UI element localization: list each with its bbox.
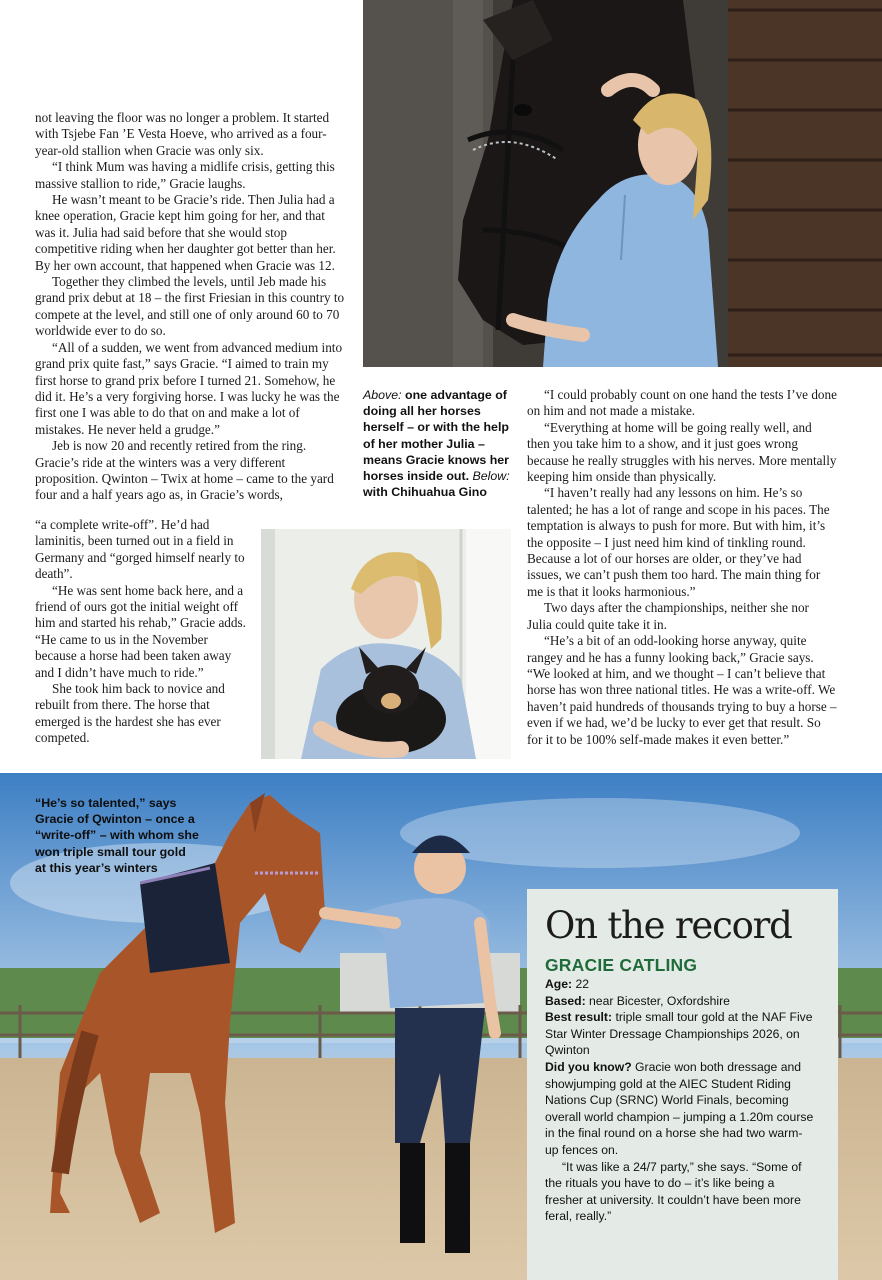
- record-based-label: Based:: [545, 993, 586, 1008]
- chihuahua-scene-illustration: [261, 529, 511, 759]
- paragraph: She took him back to novice and rebuilt from there. The horse that emerged is the hardest she has ever competed.: [35, 681, 225, 746]
- paragraph: “All of a sudden, we went from advanced medium into grand prix quite fast,” says Gracie. “I aimed to train my first horse to grand prix before I turned 21. Somehow, he did it. He’s a very forgiving horse. I was lucky he was the first one I was able to do that on and make a lot of mistakes. He never held a grudge.”: [35, 339, 343, 437]
- paragraph: “He was sent home back here, and a friend of ours got the initial weight off him and started his rehab,” Gracie adds. “He came to us in the November because a horse had been taken away and I didn’t have much to ride.”: [35, 582, 246, 680]
- record-did-you-know: [545, 1059, 815, 1159]
- record-age: [545, 976, 815, 993]
- record-body: [545, 976, 815, 1225]
- paragraph: “I think Mum was having a midlife crisis, getting this massive stallion to ride,” Gracie laughs.: [35, 159, 335, 191]
- stable-scene-illustration: [363, 0, 882, 367]
- record-age-label: Age:: [545, 977, 573, 991]
- record-quote: “It was like a 24/7 party,” she says. “Some of the rituals you have to do – it’s like being a fresher at university. It couldn’t have been more feral, really.”: [545, 1159, 802, 1224]
- paragraph: “He’s a bit of an odd-looking horse anyway, quite rangey and he has a funny looking back,” Gracie says. “We looked at him, and we thought – I can’t believe that horse has won three national titles. He was a write-off. We haven’t paid hundreds of thousands trying to buy a horse – even if we had, we’d be lucky to ever get that result. So for it to be 100% self-made makes it even better.”: [527, 633, 837, 747]
- on-the-record-box: [527, 889, 838, 1280]
- photo-gracie-black-horse-stable: [363, 0, 882, 367]
- paragraph: not leaving the floor was no longer a problem. It started with Tsjebe Fan ’E Vesta Hoeve, who arrived as a four-year-old stallion when Gracie was only six.: [35, 110, 330, 158]
- caption-label-above: Above:: [363, 388, 402, 402]
- article-right-column: [527, 387, 837, 748]
- record-based-value: near Bicester, Oxfordshire: [585, 993, 730, 1008]
- paragraph: Together they climbed the levels, until Jeb made his grand prix debut at 18 – the first Friesian in this country to compete at the level, and still one of only around 60 to 70 worldwide ever to do so.: [35, 274, 345, 339]
- record-age-value: 22: [572, 977, 590, 991]
- photo-caption-qwinton: “He’s so talented,” says Gracie of Qwinton – once a “write-off” – with whom she won triple small tour gold at this year’s winters: [35, 796, 199, 875]
- caption-text-below: with Chihuahua Gino: [363, 485, 487, 500]
- record-know-label: Did you know?: [545, 1059, 632, 1074]
- record-based: [545, 993, 815, 1010]
- paragraph: He wasn’t meant to be Gracie’s ride. Then Julia had a knee operation, Gracie kept him going for her, and that was it. Julia had said before that she would stop competitive riding when her daughter got better than her. By her own account, that happened when Gracie was 12.: [35, 192, 336, 273]
- paragraph: Two days after the championships, neither she nor Julia could quite take it in.: [527, 600, 809, 632]
- record-best-value: triple small tour gold at the NAF Five Star Winter Dressage Championships 2026, on Qwinton: [545, 1010, 813, 1058]
- paragraph: “I could probably count on one hand the tests I’ve done on him and not made a mistake.: [527, 387, 837, 419]
- article-left-column: [35, 110, 346, 504]
- caption-text-above: one advantage of doing all her horses herself – or with the help of her mother Julia – means Gracie knows her horses inside out.: [363, 388, 510, 484]
- photo-gracie-with-chihuahua: [261, 529, 511, 759]
- record-name: GRACIE CATLING: [545, 955, 698, 975]
- article-left-narrow-column: [35, 517, 250, 747]
- paragraph: “I haven’t really had any lessons on him. He’s so talented; he has a lot of range and scope in his paces. The temptation is always to push for more. But with him, it’s the opposite – I just need him kind of tinkling round. Because a lot of our horses are older, or they’ve had issues, we can’t push them too hard. The main thing for me is that it looks harmonious.”: [527, 485, 830, 599]
- paragraph: “Everything at home will be going really well, and then you take him to a show, and it just goes wrong because he really struggles with his nerves. More mentally keeping him onside than physically.: [527, 419, 837, 485]
- paragraph: Jeb is now 20 and recently retired from the ring. Gracie’s ride at the winters was a very different proposition. Qwinton – Twix at home – came to the yard four and a half years ago as, in Gracie’s words,: [35, 438, 334, 503]
- caption-label-below: Below:: [469, 469, 510, 484]
- record-know-value: Gracie won both dressage and showjumping gold at the AIEC Student Riding Nations Cup (SRNC) World Finals, becoming overall world champion – jumping a 1.20m course in the final round on a horse she had two warm-up fences on.: [545, 1059, 814, 1157]
- paragraph: “a complete write-off”. He’d had laminitis, been turned out in a field in Germany and “gorged himself nearly to death”.: [35, 517, 245, 582]
- record-title: On the record: [545, 904, 792, 947]
- photo-caption-above-below: [363, 387, 513, 500]
- record-best-label: Best result:: [545, 1010, 613, 1025]
- record-best-result: [545, 1009, 815, 1059]
